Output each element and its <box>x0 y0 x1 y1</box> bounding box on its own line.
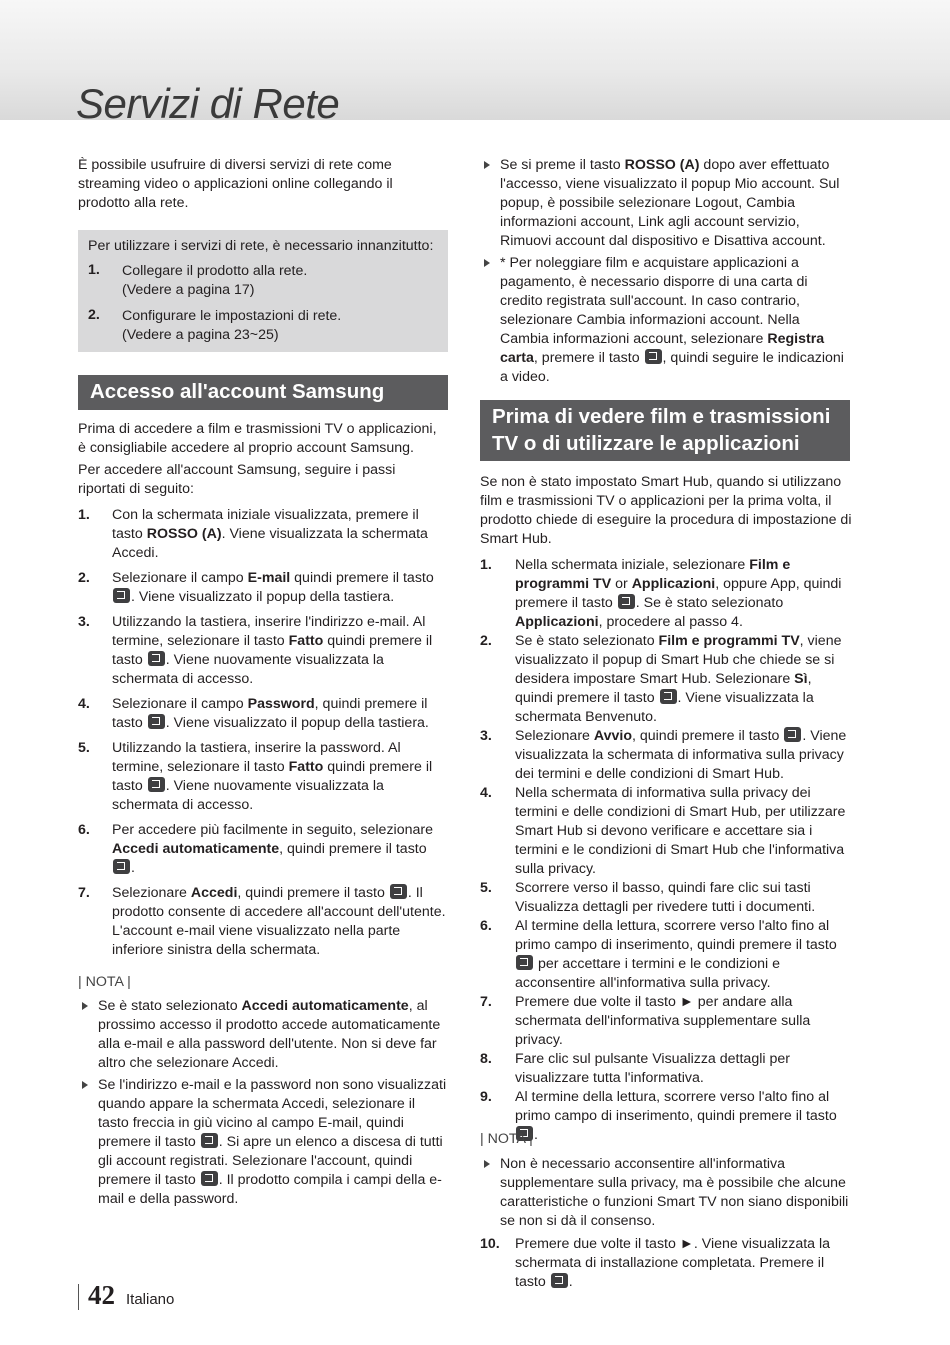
step-number: 9. <box>480 1089 492 1105</box>
step-text: Selezionare <box>112 885 191 901</box>
note-item <box>78 997 448 1073</box>
prerequisites-box <box>78 230 448 352</box>
step-text: Nella schermata di informativa sulla privacy dei termini e delle condizioni di Smart Hub, per utilizzare Smart Hub si devono verificare e accettare sia i termini e le condizioni di Smart Hub che l'informativa sulla privacy. <box>515 785 846 877</box>
step-text: Con la schermata iniziale visualizzata, premere il tasto <box>112 507 419 542</box>
step-number: 7. <box>480 994 492 1010</box>
step-text: Fare clic sul pulsante Visualizza dettagli per visualizzare tutta l'informativa. <box>515 1051 790 1086</box>
step-text: Selezionare il campo <box>112 696 248 712</box>
list-item <box>480 632 852 727</box>
smart-hub-intro: Se non è stato impostato Smart Hub, quando si utilizzano film e trasmissioni TV o applicazioni per la prima volta, il prodotto chiede di eseguire la procedura di impostazione di Smart Hub. <box>480 474 852 547</box>
note-text: , al prossimo accesso il prodotto accede automaticamente alla e-mail e alla password dell'utente. Non si deve far altro che selezionare Accedi. <box>98 998 441 1071</box>
step-text: , quindi premere il tasto <box>279 841 427 857</box>
enter-key-icon <box>148 651 165 666</box>
step-bold: Film e programmi TV <box>658 633 800 649</box>
list-item <box>78 739 448 815</box>
step-text: . Il prodotto consente di accedere all'account dell'utente. L'account e-mail viene visualizzato nella parte inferiore sinistra della schermata. <box>112 885 446 958</box>
note-text: Non è necessario acconsentire all'informativa supplementare sulla privacy, ma è possibile che alcune caratteristiche o funzioni Smart TV non siano disponibili se non si dà il consenso. <box>500 1156 849 1229</box>
step-bold: Accedi automaticamente <box>112 841 280 857</box>
note-text: , premere il tasto <box>533 350 640 366</box>
step-text: Utilizzando la tastiera, inserire l'indirizzo e-mail. Al termine, selezionare il tasto <box>112 614 426 649</box>
enter-key-icon <box>113 588 130 603</box>
enter-key-icon <box>660 689 677 704</box>
step-text: . Viene visualizzata la schermata di informativa sulla privacy dei termini e delle condizioni di Smart Hub. <box>515 728 847 782</box>
step-text: Se è stato selezionato <box>515 633 659 649</box>
step-text: . Viene nuovamente visualizzata la schermata di accesso. <box>112 652 384 687</box>
enter-key-icon <box>201 1171 218 1186</box>
step-text: Nella schermata iniziale, selezionare <box>515 557 750 573</box>
step-text: , oppure App, quindi premere il tasto <box>515 576 842 611</box>
step-line: (Vedere a pagina 23~25) <box>122 327 279 343</box>
enter-key-icon <box>148 714 165 729</box>
step-text: or <box>611 576 632 592</box>
note-bold: Registra carta <box>500 331 825 366</box>
step-text: . Viene nuovamente visualizzata la schermata di accesso. <box>112 778 384 813</box>
enter-key-icon <box>148 777 165 792</box>
step-number: 1. <box>88 262 100 278</box>
step-text: quindi premere il tasto <box>112 633 433 668</box>
step-text: . Viene visualizzato il popup della tastiera. <box>131 589 395 605</box>
step-text: . <box>534 1127 538 1143</box>
list-item <box>480 727 852 784</box>
step-text: . <box>131 860 135 876</box>
step-text: Selezionare <box>515 728 594 744</box>
enter-key-icon <box>645 349 662 364</box>
step-number: 4. <box>78 696 90 712</box>
step-bold: Avvio <box>593 728 632 744</box>
final-step <box>480 1235 852 1292</box>
enter-key-icon <box>516 955 533 970</box>
step-number: 4. <box>480 785 492 801</box>
step-text <box>122 262 442 300</box>
step-bold: Applicazioni <box>631 576 716 592</box>
footer-language: Italiano <box>126 1291 175 1308</box>
list-item <box>480 917 852 993</box>
step-text: . Se è stato selezionato <box>635 595 784 611</box>
step-number: 2. <box>88 307 100 323</box>
step-line: (Vedere a pagina 17) <box>122 282 255 298</box>
samsung-steps <box>78 506 448 966</box>
step-number: 5. <box>480 880 492 896</box>
smart-hub-steps <box>480 556 852 1145</box>
step-number: 1. <box>78 507 90 523</box>
note-item <box>78 1076 448 1209</box>
intro-paragraph: È possibile usufruire di diversi servizi di rete come streaming video o applicazioni online collegando il prodotto alla rete. <box>78 157 393 211</box>
list-item <box>78 695 448 733</box>
list-item <box>480 1235 852 1292</box>
enter-key-icon <box>390 884 407 899</box>
step-text: Premere due volte il tasto ►. Viene visualizzata la schermata di installazione completata. Premere il tasto <box>515 1236 831 1290</box>
step-line: Collegare il prodotto alla rete. <box>122 263 308 279</box>
enter-key-icon <box>618 594 635 609</box>
step-text: , quindi premere il tasto <box>515 671 812 706</box>
step-bold: Sì <box>794 671 808 687</box>
section-title-before-watching <box>480 400 850 461</box>
step-text: , procedere al passo 4. <box>598 614 743 630</box>
step-line: Configurare le impostazioni di rete. <box>122 308 342 324</box>
list-item <box>480 556 852 632</box>
nota-label: | NOTA | <box>480 1131 533 1147</box>
samsung-para-1: Prima di accedere a film e trasmissioni TV o applicazioni, è consigliabile accedere al proprio account Samsung. <box>78 421 437 456</box>
list-item <box>78 884 448 960</box>
step-bold: E-mail <box>247 570 291 586</box>
enter-key-icon <box>113 859 130 874</box>
note-item <box>480 156 852 251</box>
list-item <box>78 821 448 878</box>
nota-label: | NOTA | <box>78 974 131 990</box>
step-text: . Viene visualizzato il popup della tastiera. <box>165 715 429 731</box>
step-text: , quindi premere il tasto <box>237 885 385 901</box>
step-number: 7. <box>78 885 90 901</box>
list-item <box>480 784 852 879</box>
prerequisites-lead: Per utilizzare i servizi di rete, è necessario innanzitutto: <box>88 238 434 254</box>
list-item <box>78 613 448 689</box>
note-text: * Per noleggiare film e acquistare applicazioni a pagamento, è necessario disporre di una carta di credito registrata sull'account. In caso contrario, selezionare Cambia informazioni account. Nella Cambia informazioni account, selezionare <box>500 255 808 347</box>
step-text <box>122 307 442 345</box>
note-text: Se l'indirizzo e-mail e la password non sono visualizzati quando appare la schermata Accedi, selezionare il tasto freccia in giù vicino al campo E-mail, quindi premere il tasto <box>98 1077 447 1150</box>
step-text: Scorrere verso il basso, quindi fare clic sui tasti Visualizza dettagli per rivedere tutti i documenti. <box>515 880 816 915</box>
step-number: 6. <box>480 918 492 934</box>
step-number: 6. <box>78 822 90 838</box>
enter-key-icon <box>551 1273 568 1288</box>
note-text: dopo aver effettuato l'accesso, viene visualizzato il popup Mio account. Sul popup, è possibile selezionare Logout, Cambia informazioni account, Link agli account servizio, Rimuovi account dal dispositivo e Disattiva account. <box>500 157 840 249</box>
list-item <box>480 879 852 917</box>
step-number: 1. <box>480 557 492 573</box>
list-item <box>78 506 448 563</box>
step-text: Utilizzando la tastiera, inserire la password. Al termine, selezionare il tasto <box>112 740 401 775</box>
step-bold: Fatto <box>288 633 324 649</box>
enter-key-icon <box>201 1133 218 1148</box>
note-text: Se si preme il tasto <box>500 157 625 173</box>
step-text: Premere due volte il tasto ► per andare alla schermata dell'informativa supplementare sulla privacy. <box>515 994 811 1048</box>
step-number: 2. <box>78 570 90 586</box>
step-number: 8. <box>480 1051 492 1067</box>
step-bold: ROSSO (A) <box>146 526 222 542</box>
step-bold: Fatto <box>288 759 324 775</box>
step-number: 10. <box>480 1236 500 1252</box>
list-item <box>480 993 852 1050</box>
note-text: , quindi seguire le indicazioni a video. <box>500 350 844 385</box>
step-bold: Password <box>247 696 315 712</box>
note-bold: Accedi automaticamente <box>241 998 409 1014</box>
note-text: . Si apre un elenco a discesa di tutti gli account registrati. Selezionare l'account, quindi premere il tasto <box>98 1134 443 1188</box>
step-bold: Accedi <box>190 885 238 901</box>
note-text: Se è stato selezionato <box>98 998 242 1014</box>
step-number: 5. <box>78 740 90 756</box>
list-item <box>480 1050 852 1088</box>
list-item <box>480 1088 852 1145</box>
step-text: per accettare i termini e le condizioni e acconsentire all'informativa sulla privacy. <box>515 956 781 991</box>
samsung-para-2: Per accedere all'account Samsung, seguire i passi riportati di seguito: <box>78 462 396 497</box>
step-text: Al termine della lettura, scorrere verso l'alto fino al primo campo di inserimento, quindi premere il tasto <box>515 1089 837 1124</box>
section-title-line: Prima di vedere film e trasmissioni <box>492 405 831 428</box>
left-notes <box>78 997 448 1212</box>
step-number: 3. <box>480 728 492 744</box>
step-number: 3. <box>78 614 90 630</box>
note-item <box>480 254 852 387</box>
step-bold: Film e programmi TV <box>515 557 791 592</box>
step-text: Al termine della lettura, scorrere verso l'alto fino al primo campo di inserimento, quindi premere il tasto <box>515 918 837 953</box>
right-notes <box>480 1155 852 1234</box>
page-header <box>0 0 950 127</box>
step-text: Per accedere più facilmente in seguito, selezionare <box>112 822 433 838</box>
step-text: . Viene visualizzata la schermata Benvenuto. <box>515 690 814 725</box>
note-text: . Il prodotto compila i campi della e-mail e della password. <box>98 1172 442 1207</box>
enter-key-icon <box>784 727 801 742</box>
note-item <box>480 1155 852 1231</box>
step-text: . Viene visualizzata la schermata Accedi. <box>112 526 428 561</box>
step-text: , quindi premere il tasto <box>112 696 428 731</box>
step-bold: Applicazioni <box>515 614 599 630</box>
footer-divider <box>78 1284 79 1310</box>
step-number: 2. <box>480 633 492 649</box>
note-bold: ROSSO (A) <box>624 157 700 173</box>
step-text: . <box>568 1274 573 1290</box>
page-number: 42 <box>88 1280 115 1310</box>
section-title-line: TV o di utilizzare le applicazioni <box>492 432 800 455</box>
step-text: quindi premere il tasto <box>112 759 433 794</box>
step-text: , viene visualizzato il popup di Smart Hub che chiede se si desidera impostare Smart Hub. Selezionare <box>515 633 842 687</box>
right-top-notes <box>480 156 852 390</box>
page-title: Servizi di Rete <box>76 80 340 127</box>
step-text: Selezionare il campo <box>112 570 248 586</box>
section-title-samsung-account: Accesso all'account Samsung <box>78 375 448 410</box>
step-text: , quindi premere il tasto <box>631 728 780 744</box>
step-text: quindi premere il tasto <box>290 570 434 586</box>
list-item <box>78 569 448 607</box>
